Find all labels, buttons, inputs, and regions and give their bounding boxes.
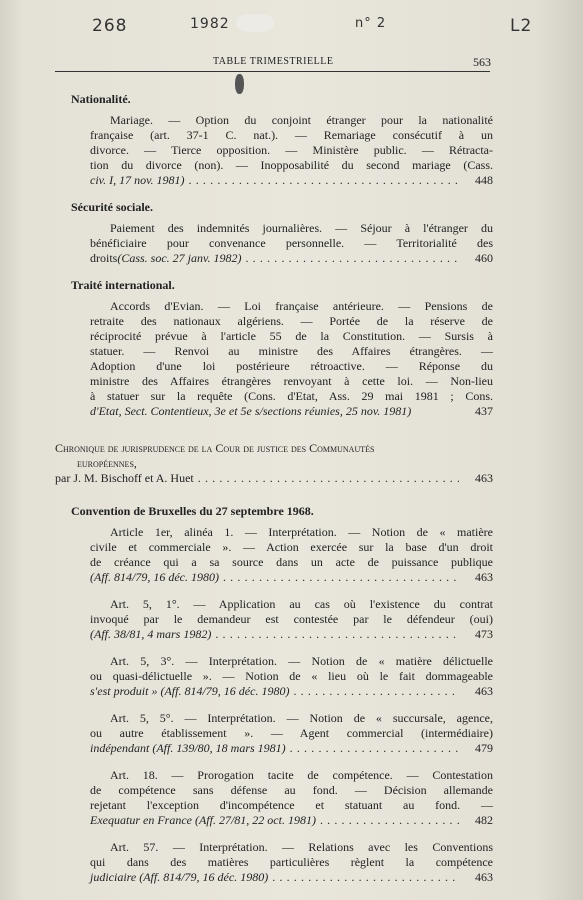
entry-last-line [90,870,493,885]
entry-line: Article 1er, alinéa 1. — Interprétation. — Notion de « matière [110,525,493,539]
entry-citation: (Aff. 814/79, 16 déc. 1980) [90,570,219,584]
entry-line: Adoption d'une loi postérieure rétroactive. — Réponse du [90,359,493,373]
entry-line: ou autre établissement ». — Agent commercial (intermédiaire) [90,726,493,740]
chronique-title: Chronique de jurisprudence de la Cour de justice des Communautés [55,441,375,455]
entry-line: Accords d'Evian. — Loi française antérieure. — Pensions de [110,299,493,313]
entry-citation: indépendant (Aff. 139/80, 18 mars 1981) [90,741,286,755]
leader-dots [223,570,459,585]
punch-hole-mark [235,74,244,94]
page-header [55,56,490,70]
section-heading: Convention de Bruxelles du 27 septembre 1968. [71,504,314,518]
entry-text [55,711,493,756]
entry-text [55,221,493,266]
entry-page-ref: 460 [475,251,493,265]
leader-dots [189,173,459,188]
entry-citation: judiciaire (Aff. 814/79, 16 déc. 1980) [90,870,269,884]
entry-page-ref: 463 [475,684,493,698]
entry-line: invoqué par le demandeur est contestée par le défendeur (oui) [90,612,493,626]
entry-line: bénéficiaire pour convenance personnelle. — Territorialité des [90,236,493,250]
index-section [55,504,493,885]
entry-last-line [90,684,493,699]
entry-line: tion du divorce (non). — Inopposabilité du second mariage (Cass. [90,158,493,172]
entry-line: Mariage. — Option du conjoint étranger pour la nationalité [110,113,493,127]
entry-page-ref: 463 [475,870,493,884]
entry-text [55,525,493,585]
entry-last-line [90,627,493,642]
entry-last-line [90,813,493,828]
entry-line: Art. 5, 1°. — Application au cas où l'existence du contrat [110,597,493,611]
chronique-authors-line [55,471,493,486]
index-content [55,92,493,897]
handwritten-note-4: L2 [510,16,533,36]
entry-page-ref: 448 [475,173,493,187]
entry-citation: civ. I, 17 nov. 1981) [90,173,185,187]
index-section [55,200,493,266]
entry-citation: (Cass. soc. 27 janv. 1982) [117,251,242,265]
entry-last-line [90,570,493,585]
entry-line: ministre des Affaires étrangères renvoyant à cette loi. — Non-lieu [90,374,493,388]
entry-last-line [90,741,493,756]
correction-blot [236,14,274,32]
leader-dots [245,251,459,266]
entry-citation: d'Etat, Sect. Contentieux, 3e et 5e s/sections réunies, 25 nov. 1981) [90,404,412,418]
entry-last-line [90,173,493,188]
handwritten-note-1: 268 [92,16,128,36]
leader-dots [272,870,459,885]
entry-text [55,299,493,419]
entry-line: rejetant l'exception d'incompétence et statuant au fond. — [90,798,493,812]
entry-page-ref: 437 [475,404,493,418]
leader-dots [293,684,459,699]
entry-text [55,840,493,885]
handwritten-note-3: n° 2 [355,16,387,31]
entry-citation: Exequatur en France (Aff. 27/81, 22 oct. 1981) [90,813,316,827]
leader-dots [320,813,459,828]
chronique-authors: par J. M. Bischoff et A. Huet [55,471,194,485]
entry-line: civile et commerciale ». — Action exercée sur la base d'un droit [90,540,493,554]
entry-page-ref: 463 [475,471,493,485]
entry-line: Art. 57. — Interprétation. — Relations avec les Conventions [110,840,493,854]
entry-line: de compétence sans défense au fond. — Décision allemande [90,783,493,797]
entry-page-ref: 473 [475,627,493,641]
entry-citation: s'est produit » (Aff. 814/79, 16 déc. 1980) [90,684,290,698]
handwritten-note-2: 1982 [190,16,230,32]
leader-dots [198,471,459,486]
entry-line: Art. 5, 3°. — Interprétation. — Notion de « matière délictuelle [110,654,493,668]
entry-line: Art. 5, 5°. — Interprétation. — Notion de « succursale, agence, [110,711,493,725]
index-section [55,92,493,188]
entry-text [55,768,493,828]
entry-citation: (Aff. 38/81, 4 mars 1982) [90,627,212,641]
entry-line: à statuer sur la requête (Cons. d'Etat, Ass. 29 mai 1981 ; Cons. [90,389,493,403]
page-number: 563 [473,55,491,69]
entry-line: divorce. — Tierce opposition. — Ministère public. — Rétracta- [90,143,493,157]
section-heading: Traité international. [71,278,175,292]
entry-text [55,654,493,699]
running-title: TABLE TRIMESTRIELLE [213,56,334,67]
entry-text [55,597,493,642]
entry-last-line [90,404,493,419]
entry-line: de créance qui a sa source dans un acte de puissance publique [90,555,493,569]
entry-line: qui dans des matières particulières règlent la compétence [90,855,493,869]
entry-text [55,113,493,188]
leader-dots [290,741,459,756]
section-heading: Sécurité sociale. [71,200,153,214]
entry-text-prefix: droits [90,251,118,265]
entry-line: retraite des nationaux algériens. — Portée de la réserve de [90,314,493,328]
entry-page-ref: 463 [475,570,493,584]
index-section [55,278,493,419]
entry-line: statuer. — Renvoi au ministre des Affaires étrangères. — [90,344,493,358]
entry-line: ou quasi-délictuelle ». — Notion de « lieu où le fait dommageable [90,669,493,683]
chronique-title-cont: européennes, [77,456,137,470]
chronique-entry [55,441,493,486]
entry-line: Art. 18. — Prorogation tacite de compétence. — Contestation [110,768,493,782]
entry-line: réciprocité prévue à l'article 55 de la Constitution. — Sursis à [90,329,493,343]
entry-last-line [90,251,493,266]
entry-page-ref: 479 [475,741,493,755]
section-heading: Nationalité. [71,92,131,106]
leader-dots [215,627,459,642]
entry-line: française (art. 37-1 C. nat.). — Remariage consécutif à un [90,128,493,142]
entry-page-ref: 482 [475,813,493,827]
header-rule [55,71,490,72]
entry-line: Paiement des indemnités journalières. — Séjour à l'étranger du [110,221,493,235]
